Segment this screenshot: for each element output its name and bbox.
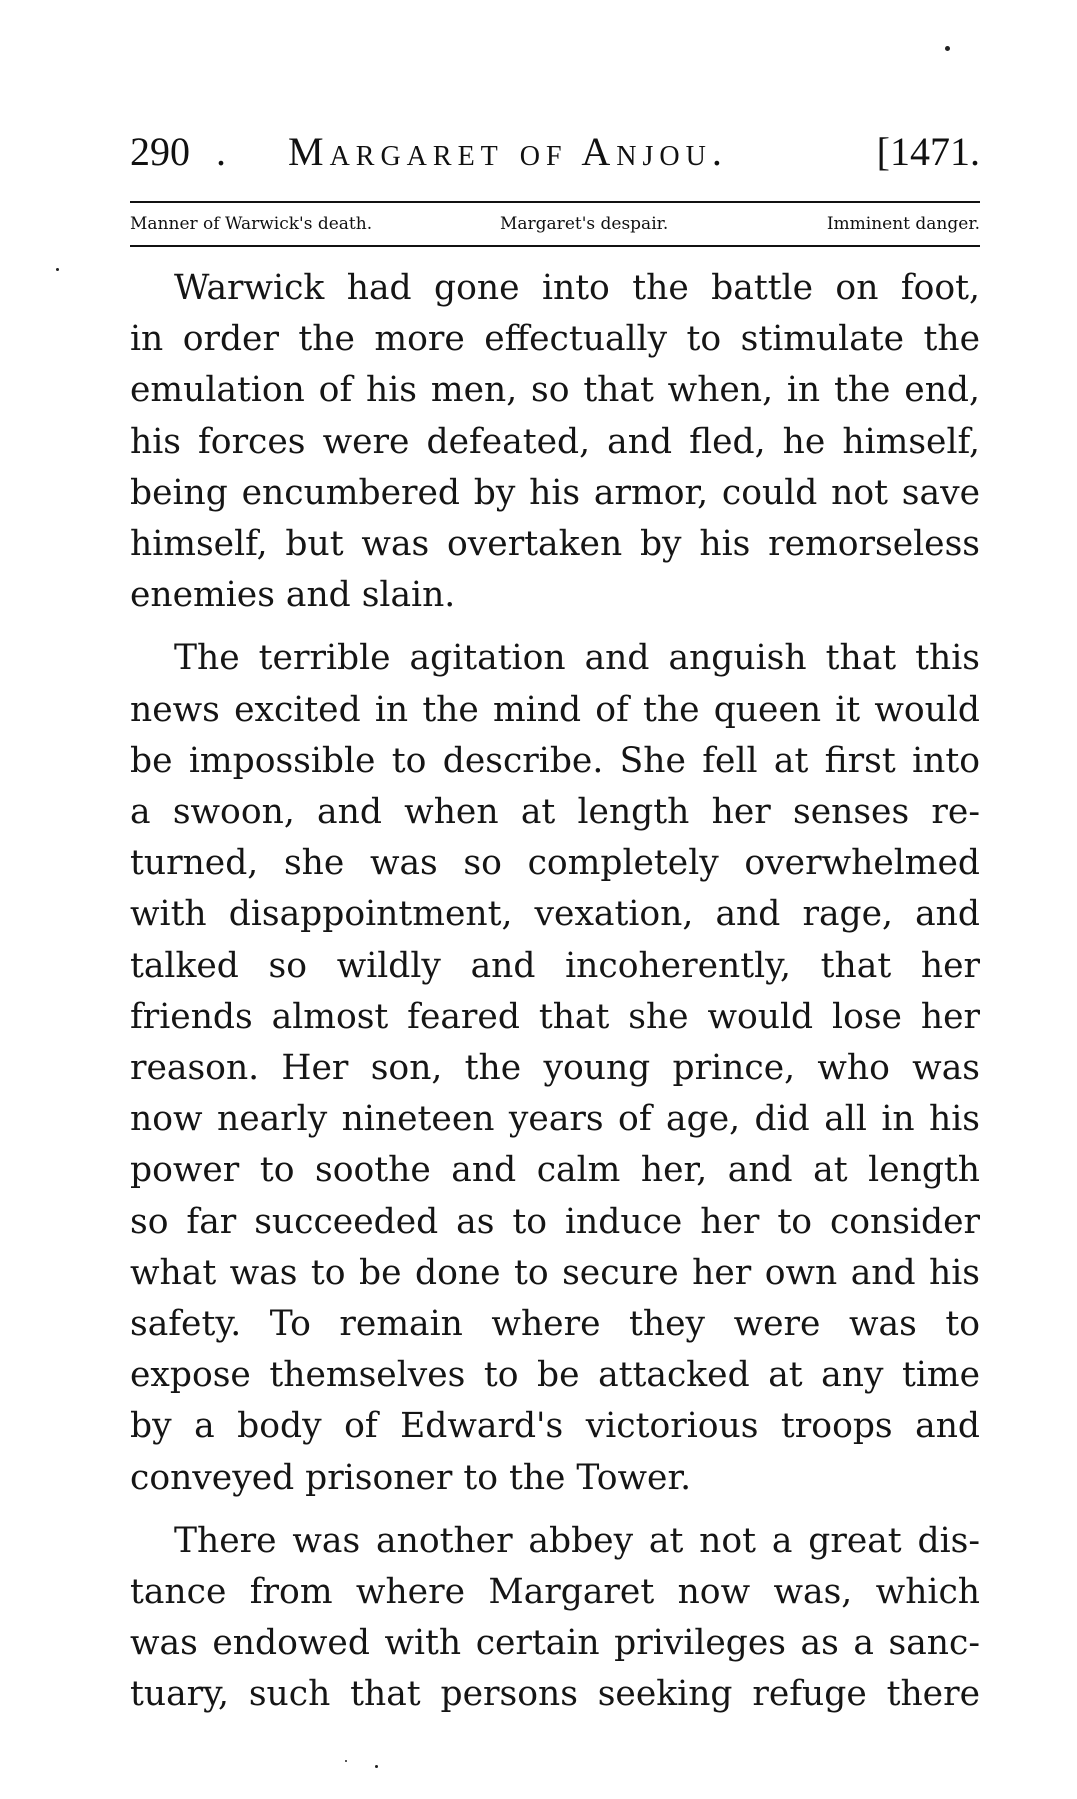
text-line: being encumbered by his armor, could not save bbox=[130, 472, 980, 513]
header-year: [1471. bbox=[876, 129, 980, 174]
text-line: The terrible agitation and anguish that this bbox=[174, 638, 980, 679]
text-line: power to soothe and calm her, and at length bbox=[130, 1150, 980, 1191]
text-line: conveyed prisoner to the Tower. bbox=[130, 1457, 692, 1498]
header-rule-bottom bbox=[130, 245, 980, 247]
running-header bbox=[130, 128, 980, 176]
header-rule-top bbox=[130, 201, 980, 203]
text-line: Warwick had gone into the battle on foot, bbox=[174, 268, 980, 308]
text-line: in order the more effectually to stimulate the bbox=[130, 319, 980, 360]
text-line: himself, but was overtaken by his remorseless bbox=[130, 524, 980, 565]
print-speck bbox=[345, 1760, 347, 1762]
text-line: be impossible to describe. She fell at first into bbox=[130, 740, 980, 781]
summary-topic: Manner of Warwick's death. bbox=[130, 214, 373, 234]
text-line: what was to be done to secure her own and his bbox=[130, 1252, 980, 1293]
text-line: There was another abbey at not a great dis- bbox=[174, 1520, 980, 1561]
text-line: reason. Her son, the young prince, who was bbox=[130, 1048, 980, 1089]
paragraph bbox=[130, 633, 980, 1503]
text-line: tuary, such that persons seeking refuge there bbox=[130, 1674, 980, 1715]
text-line: his forces were defeated, and fled, he himself, bbox=[130, 421, 980, 462]
summary-topic: Imminent danger. bbox=[826, 214, 980, 234]
text-line: turned, she was so completely overwhelmed bbox=[130, 843, 980, 884]
text-line: emulation of his men, so that when, in the end, bbox=[130, 370, 980, 411]
text-line: tance from where Margaret now was, which bbox=[130, 1572, 980, 1613]
text-line: so far succeeded as to induce her to consider bbox=[130, 1201, 980, 1242]
text-line: talked so wildly and incoherently, that her bbox=[130, 945, 980, 986]
print-speck bbox=[945, 46, 950, 51]
body-text bbox=[130, 263, 980, 1733]
text-line: news excited in the mind of the queen it would bbox=[130, 689, 980, 730]
print-speck bbox=[375, 1765, 378, 1768]
paragraph bbox=[130, 263, 980, 621]
text-line: friends almost feared that she would lose her bbox=[130, 996, 980, 1037]
text-line: expose themselves to be attacked at any time bbox=[130, 1355, 980, 1396]
text-line: was endowed with certain privileges as a sanc- bbox=[130, 1623, 980, 1664]
text-line: now nearly nineteen years of age, did all in his bbox=[130, 1099, 980, 1140]
summary-topic: Margaret's despair. bbox=[500, 214, 669, 234]
print-speck bbox=[56, 268, 59, 271]
text-line: by a body of Edward's victorious troops and bbox=[130, 1406, 980, 1447]
paragraph bbox=[130, 1516, 980, 1721]
text-line: with disappointment, vexation, and rage, and bbox=[130, 894, 980, 935]
page-number: 290 bbox=[130, 129, 190, 174]
text-line: safety. To remain where they were was to bbox=[130, 1304, 980, 1345]
text-line: a swoon, and when at length her senses re- bbox=[130, 792, 980, 833]
page-number-dot: . bbox=[216, 129, 226, 174]
page-summary-line bbox=[130, 209, 980, 239]
running-title: Margaret of Anjou. bbox=[288, 129, 728, 174]
text-line: enemies and slain. bbox=[130, 575, 456, 616]
